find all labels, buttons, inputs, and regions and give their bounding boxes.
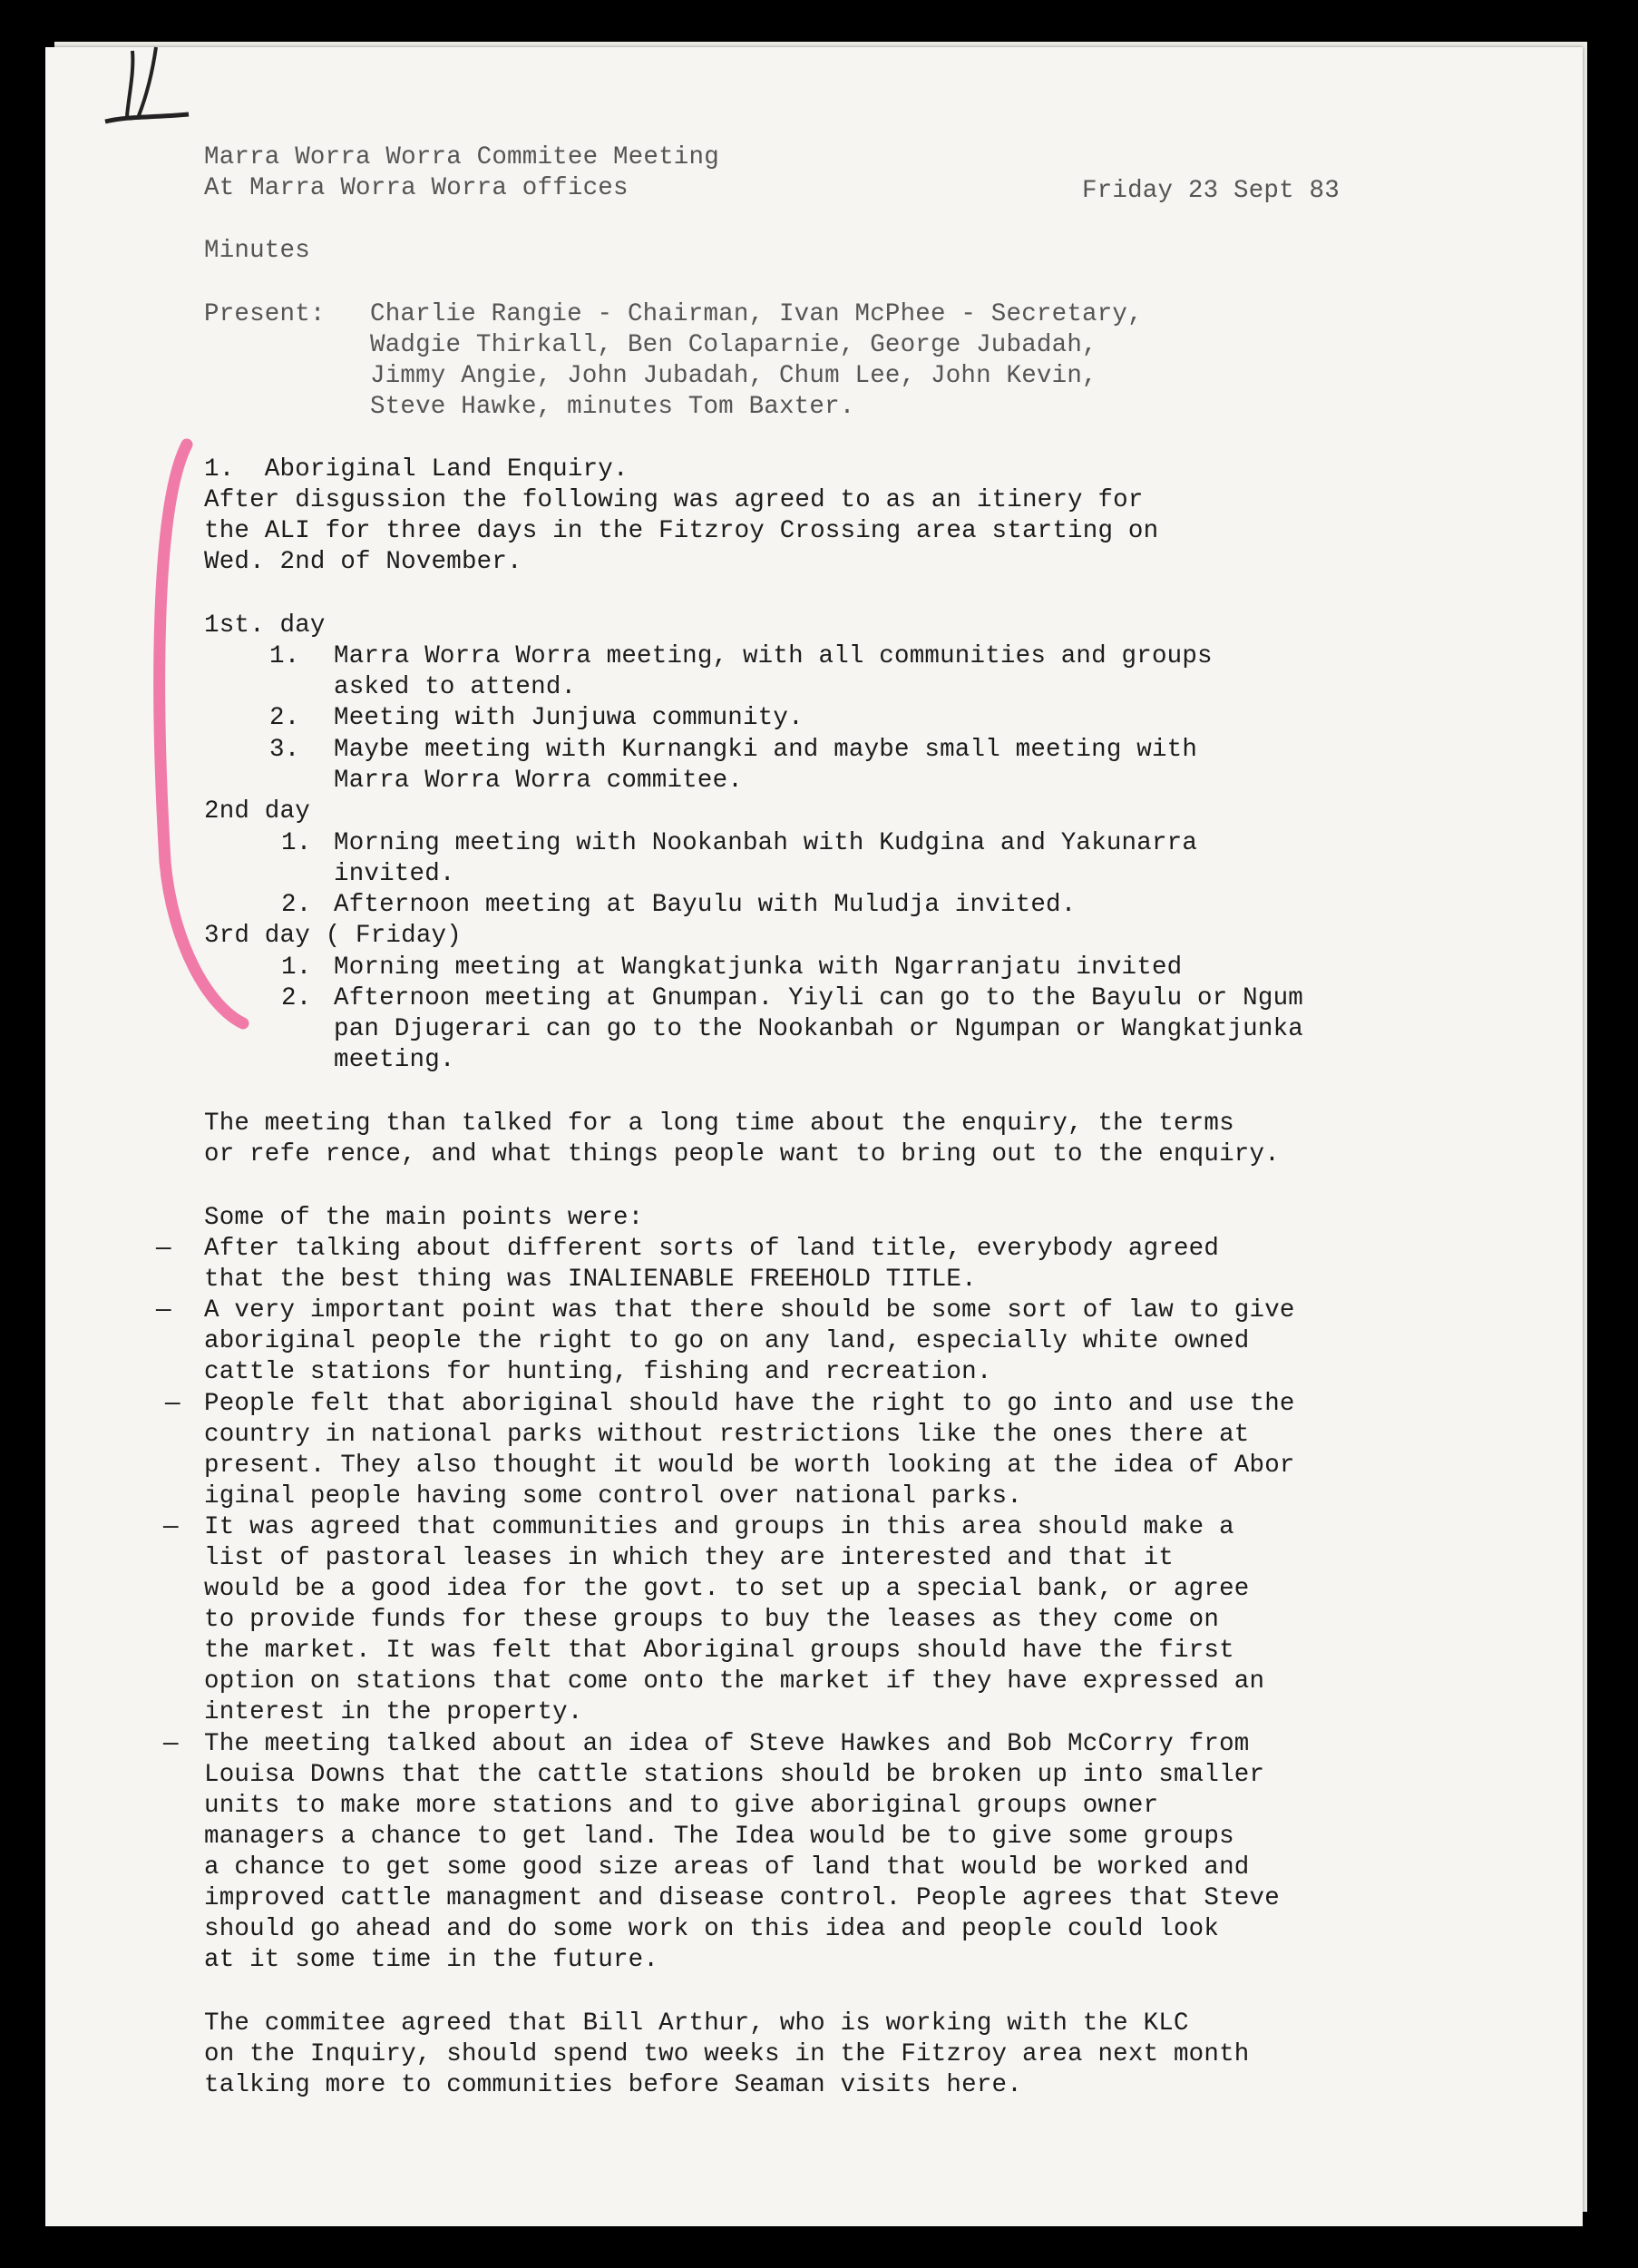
point-line: the market. It was felt that Aboriginal groups should have the first bbox=[204, 1637, 1234, 1665]
item-text: Afternoon meeting at Gnumpan. Yiyli can go to the Bayulu or Ngum bbox=[334, 984, 1303, 1012]
item-number: 1. bbox=[281, 953, 312, 982]
meeting-date: Friday 23 Sept 83 bbox=[1082, 177, 1340, 205]
point-line: improved cattle managment and disease control. People agrees that Steve bbox=[204, 1884, 1280, 1912]
point-line: iginal people having some control over national parks. bbox=[204, 1482, 1022, 1510]
point-line: should go ahead and do some work on this idea and people could look bbox=[204, 1915, 1220, 1943]
item-number: 1. bbox=[281, 829, 312, 857]
dash-marker: — bbox=[156, 1296, 171, 1325]
item-text: Marra Worra Worra meeting, with all communities and groups bbox=[334, 642, 1213, 670]
item-text: Afternoon meeting at Bayulu with Muludja invited. bbox=[334, 891, 1077, 919]
item-number: 1. bbox=[269, 642, 300, 670]
item-text: Meeting with Junjuwa community. bbox=[334, 704, 804, 732]
point-line: managers a chance to get land. The Idea would be to give some groups bbox=[204, 1823, 1234, 1851]
point-line: A very important point was that there should be some sort of law to give bbox=[204, 1296, 1295, 1325]
item-number: 2. bbox=[269, 704, 300, 732]
point-line: It was agreed that communities and groups in this area should make a bbox=[204, 1513, 1234, 1541]
item-number: 3. bbox=[269, 736, 300, 764]
item-text: invited. bbox=[334, 860, 455, 888]
item-text: meeting. bbox=[334, 1046, 455, 1074]
intro-line: the ALI for three days in the Fitzroy Crossing area starting on bbox=[204, 517, 1159, 545]
point-line: cattle stations for hunting, fishing and recreation. bbox=[204, 1358, 992, 1386]
item-text: asked to attend. bbox=[334, 673, 577, 701]
point-line: list of pastoral leases in which they are interested and that it bbox=[204, 1544, 1174, 1572]
title-line-2: At Marra Worra Worra offices bbox=[204, 174, 629, 202]
present-line: Wadgie Thirkall, Ben Colaparnie, George Jubadah, bbox=[370, 331, 1097, 359]
point-line: present. They also thought it would be worth looking at the idea of Abor bbox=[204, 1452, 1295, 1480]
day-2-label: 2nd day bbox=[204, 797, 310, 826]
point-line: After talking about different sorts of land title, everybody agreed bbox=[204, 1235, 1220, 1263]
discussion-line: The meeting than talked for a long time about the enquiry, the terms bbox=[204, 1110, 1234, 1138]
point-line: at it some time in the future. bbox=[204, 1946, 659, 1974]
discussion-line: or refe rence, and what things people want to bring out to the enquiry. bbox=[204, 1140, 1280, 1168]
point-line: Louisa Downs that the cattle stations should be broken up into smaller bbox=[204, 1761, 1265, 1789]
closing-line: talking more to communities before Seaman visits here. bbox=[204, 2071, 1022, 2099]
item-text: Maybe meeting with Kurnangki and maybe small meeting with bbox=[334, 736, 1198, 764]
present-line: Steve Hawke, minutes Tom Baxter. bbox=[370, 393, 855, 421]
point-line: aboriginal people the right to go on any land, especially white owned bbox=[204, 1327, 1250, 1355]
item-text: pan Djugerari can go to the Nookanbah or Ngumpan or Wangkatjunka bbox=[334, 1015, 1303, 1043]
day-3-label: 3rd day ( Friday) bbox=[204, 922, 462, 950]
point-line: option on stations that come onto the market if they have expressed an bbox=[204, 1667, 1265, 1696]
dash-marker: — bbox=[165, 1390, 180, 1418]
dash-marker: — bbox=[163, 1513, 179, 1541]
point-line: to provide funds for these groups to buy the leases as they come on bbox=[204, 1606, 1220, 1634]
present-label: Present: bbox=[204, 300, 326, 328]
intro-line: After disgussion the following was agreed to as an itinery for bbox=[204, 486, 1144, 514]
day-1-label: 1st. day bbox=[204, 611, 326, 640]
closing-line: on the Inquiry, should spend two weeks in the Fitzroy area next month bbox=[204, 2040, 1250, 2068]
point-line: The meeting talked about an idea of Steve Hawkes and Bob McCorry from bbox=[204, 1730, 1250, 1758]
minutes-label: Minutes bbox=[204, 237, 310, 265]
item-text: Morning meeting at Wangkatjunka with Ngarranjatu invited bbox=[334, 953, 1183, 982]
item-text: Marra Worra Worra commitee. bbox=[334, 767, 743, 795]
present-line: Jimmy Angie, John Jubadah, Chum Lee, John Kevin, bbox=[370, 362, 1097, 390]
point-line: country in national parks without restrictions like the ones there at bbox=[204, 1421, 1250, 1449]
title-line-1: Marra Worra Worra Commitee Meeting bbox=[204, 143, 719, 171]
point-line: interest in the property. bbox=[204, 1698, 583, 1726]
intro-line: Wed. 2nd of November. bbox=[204, 548, 522, 576]
item-number: 2. bbox=[281, 984, 312, 1012]
point-line: a chance to get some good size areas of land that would be worked and bbox=[204, 1853, 1250, 1882]
item-text: Morning meeting with Nookanbah with Kudgina and Yakunarra bbox=[334, 829, 1198, 857]
closing-line: The commitee agreed that Bill Arthur, who is working with the KLC bbox=[204, 2009, 1189, 2038]
point-line: would be a good idea for the govt. to set up a special bank, or agree bbox=[204, 1575, 1250, 1603]
point-line: units to make more stations and to give aboriginal groups owner bbox=[204, 1792, 1159, 1820]
dash-marker: — bbox=[163, 1730, 179, 1758]
point-line: that the best thing was INALIENABLE FREEHOLD TITLE. bbox=[204, 1266, 977, 1294]
point-line: People felt that aboriginal should have the right to go into and use the bbox=[204, 1390, 1295, 1418]
present-line: Charlie Rangie - Chairman, Ivan McPhee - Secretary, bbox=[370, 300, 1143, 328]
dash-marker: — bbox=[156, 1235, 171, 1263]
handwritten-mark-icon bbox=[102, 45, 201, 136]
section-heading: 1. Aboriginal Land Enquiry. bbox=[204, 455, 629, 484]
item-number: 2. bbox=[281, 891, 312, 919]
points-intro: Some of the main points were: bbox=[204, 1204, 644, 1232]
